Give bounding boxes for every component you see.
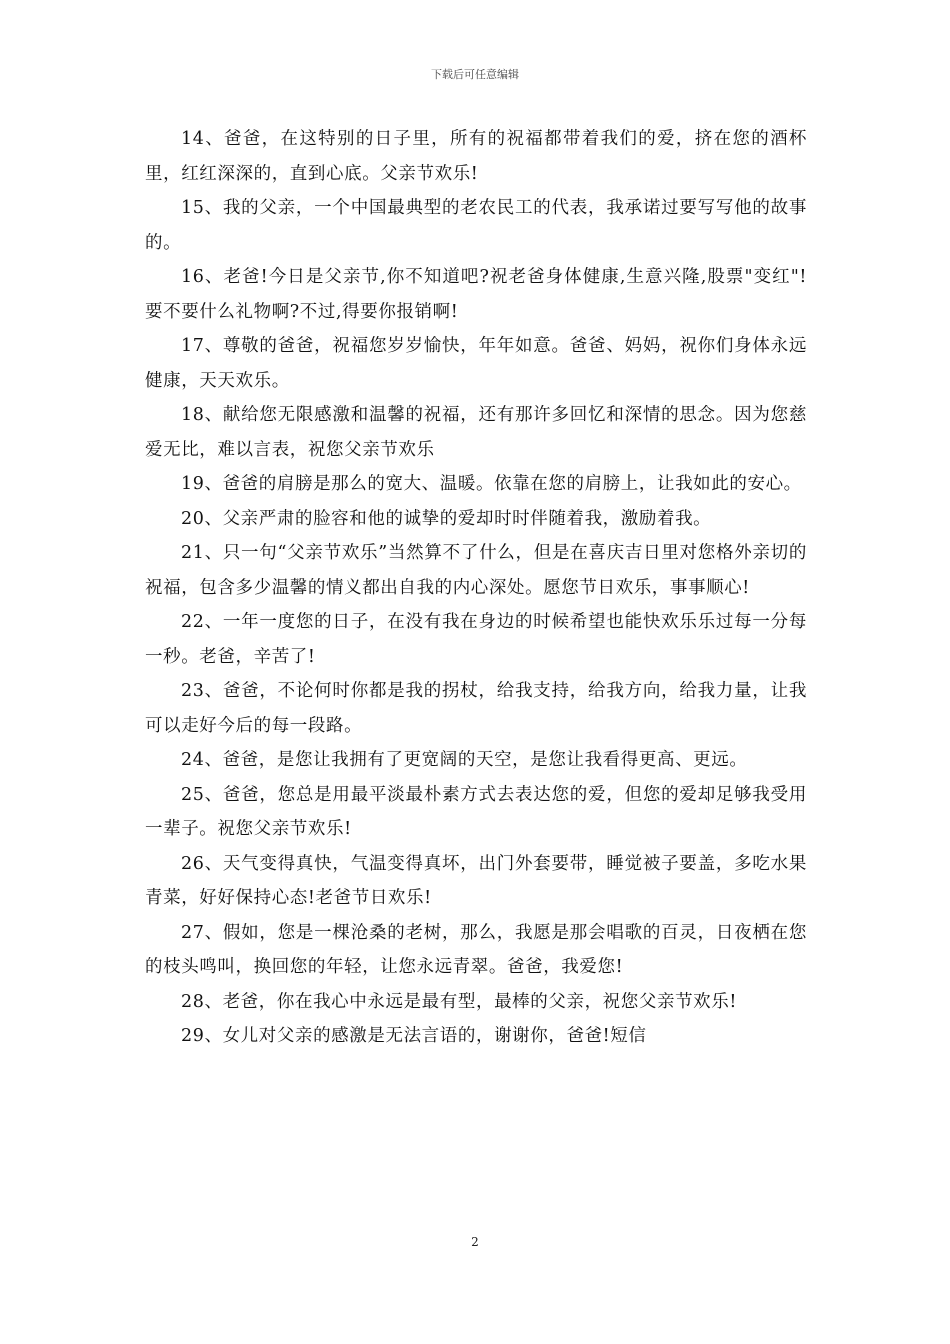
paragraph-29: 29、女儿对父亲的感激是无法言语的，谢谢你，爸爸!短信 (181, 1026, 647, 1046)
paragraph-18: 18、献给您无限感激和温馨的祝福，还有那许多回忆和深情的思念。因为您慈爱无比，难以言表，祝您父亲节欢乐 (145, 405, 807, 460)
document-body (145, 122, 807, 1054)
paragraph-17: 17、尊敬的爸爸，祝福您岁岁愉快，年年如意。爸爸、妈妈，祝你们身体永远健康，天天欢乐。 (145, 336, 807, 391)
paragraph-15: 15、我的父亲，一个中国最典型的老农民工的代表，我承诺过要写写他的故事的。 (145, 198, 807, 253)
paragraph-27: 27、假如，您是一棵沧桑的老树，那么，我愿是那会唱歌的百灵，日夜栖在您的枝头鸣叫，换回您的年轻，让您永远青翠。爸爸，我爱您! (145, 922, 807, 977)
paragraph-23: 23、爸爸，不论何时你都是我的拐杖，给我支持，给我方向，给我力量，让我可以走好今后的每一段路。 (145, 681, 807, 736)
paragraph-21: 21、只一句“父亲节欢乐”当然算不了什么，但是在喜庆吉日里对您格外亲切的祝福，包含多少温馨的情义都出自我的内心深处。愿您节日欢乐，事事顺心! (145, 543, 807, 598)
paragraph-25: 25、爸爸，您总是用最平淡最朴素方式去表达您的爱，但您的爱却足够我受用一辈子。祝您父亲节欢乐! (145, 784, 807, 839)
paragraph-24: 24、爸爸，是您让我拥有了更宽阔的天空，是您让我看得更高、更远。 (181, 750, 748, 770)
paragraph-16: 16、老爸!今日是父亲节,你不知道吧?祝老爸身体健康,生意兴隆,股票"变红"!要不要什么礼物啊?不过,得要你报销啊! (145, 267, 807, 322)
paragraph-26: 26、天气变得真快，气温变得真坏，出门外套要带，睡觉被子要盖，多吃水果青菜，好好保持心态!老爸节日欢乐! (145, 853, 807, 908)
page-header: 下载后可任意编辑 (431, 68, 519, 81)
paragraph-28: 28、老爸，你在我心中永远是最有型，最棒的父亲，祝您父亲节欢乐! (181, 991, 737, 1012)
page-number: 2 (471, 1235, 479, 1249)
paragraph-14: 14、爸爸，在这特别的日子里，所有的祝福都带着我们的爱，挤在您的酒杯里，红红深深的，直到心底。父亲节欢乐! (145, 129, 807, 184)
paragraph-22: 22、一年一度您的日子，在没有我在身边的时候希望也能快欢乐乐过每一分每一秒。老爸，辛苦了! (145, 612, 807, 667)
paragraph-20: 20、父亲严肃的脸容和他的诚挚的爱却时时伴随着我，激励着我。 (181, 508, 712, 529)
paragraph-19: 19、爸爸的肩膀是那么的宽大、温暖。依靠在您的肩膀上，让我如此的安心。 (181, 474, 802, 494)
